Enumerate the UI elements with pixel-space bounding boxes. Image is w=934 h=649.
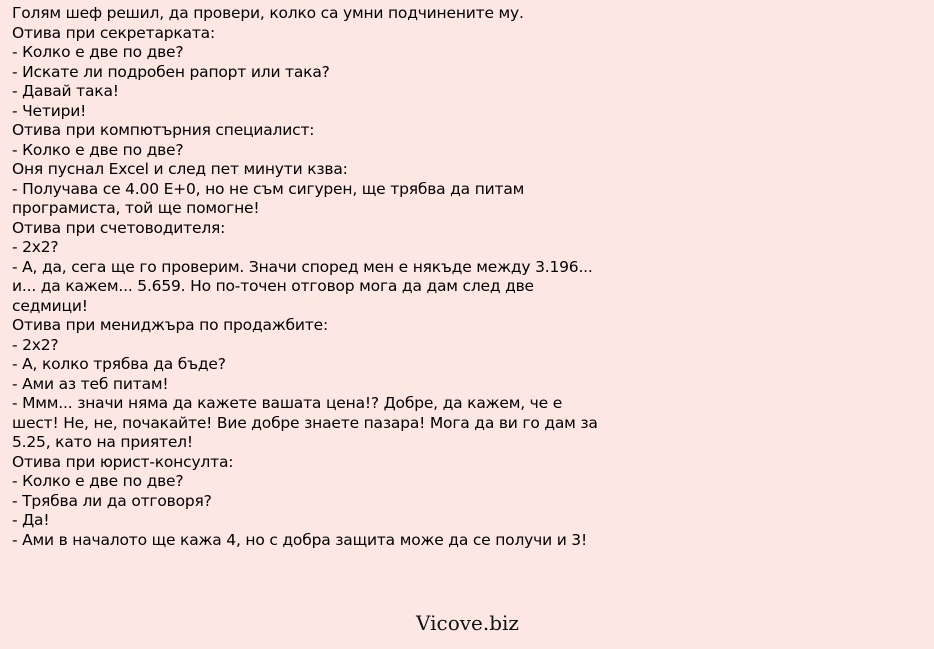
site-watermark: Vicove.biz [416, 611, 519, 635]
joke-line: - Давай така! [12, 82, 119, 100]
joke-line: Отива при секретарката: [12, 23, 216, 42]
joke-line: - Искате ли подробен рапорт или така? [12, 62, 330, 81]
joke-line: Отива при счетоводителя: [12, 218, 226, 237]
joke-line: Отива при мениджъра по продажбите: [12, 316, 328, 334]
joke-line: - А, да, сега ще го проверим. Значи според мен е някъде между 3.196... и... да кажем... 5.659. Но по-точен отговор мога да дам след две седмици! [12, 257, 598, 315]
joke-line: - Колко е две по две? [12, 140, 184, 159]
joke-line: - Да! [12, 511, 50, 529]
joke-line: - Трябва ли да отговоря? [12, 491, 212, 510]
joke-line: - Ами в началото ще кажа 4, но с добра защита може да се получи и 3! [12, 530, 587, 549]
joke-line: - Четири! [12, 101, 87, 120]
joke-line: Отива при компютърния специалист: [12, 121, 315, 139]
joke-line: - Колко е две по две? [12, 472, 184, 490]
joke-line: Отива при юрист-консулта: [12, 452, 234, 471]
joke-line: - А, колко трябва да бъде? [12, 355, 226, 373]
joke-line: - 2x2? [12, 335, 59, 354]
joke-line: - Получава се 4.00 E+0, но не съм сигурен, ще трябва да питам програмиста, той ще помогне! [12, 179, 529, 217]
joke-line: Голям шеф решил, да провери, колко са умни подчинените му. [12, 4, 524, 22]
joke-line: - Ами аз теб питам! [12, 374, 169, 393]
joke-line: - 2x2? [12, 238, 59, 256]
joke-line: Оня пуснал Excel и след пет минути кзва: [12, 160, 348, 178]
joke-text [12, 4, 612, 550]
joke-line: - Ммм... значи няма да кажете вашата цена!? Добре, да кажем, че е шест! Не, не, почакайте! Вие добре знаете пазара! Мога да ви го дам за 5.25, като на приятел! [12, 394, 603, 451]
joke-line: - Колко е две по две? [12, 43, 184, 61]
